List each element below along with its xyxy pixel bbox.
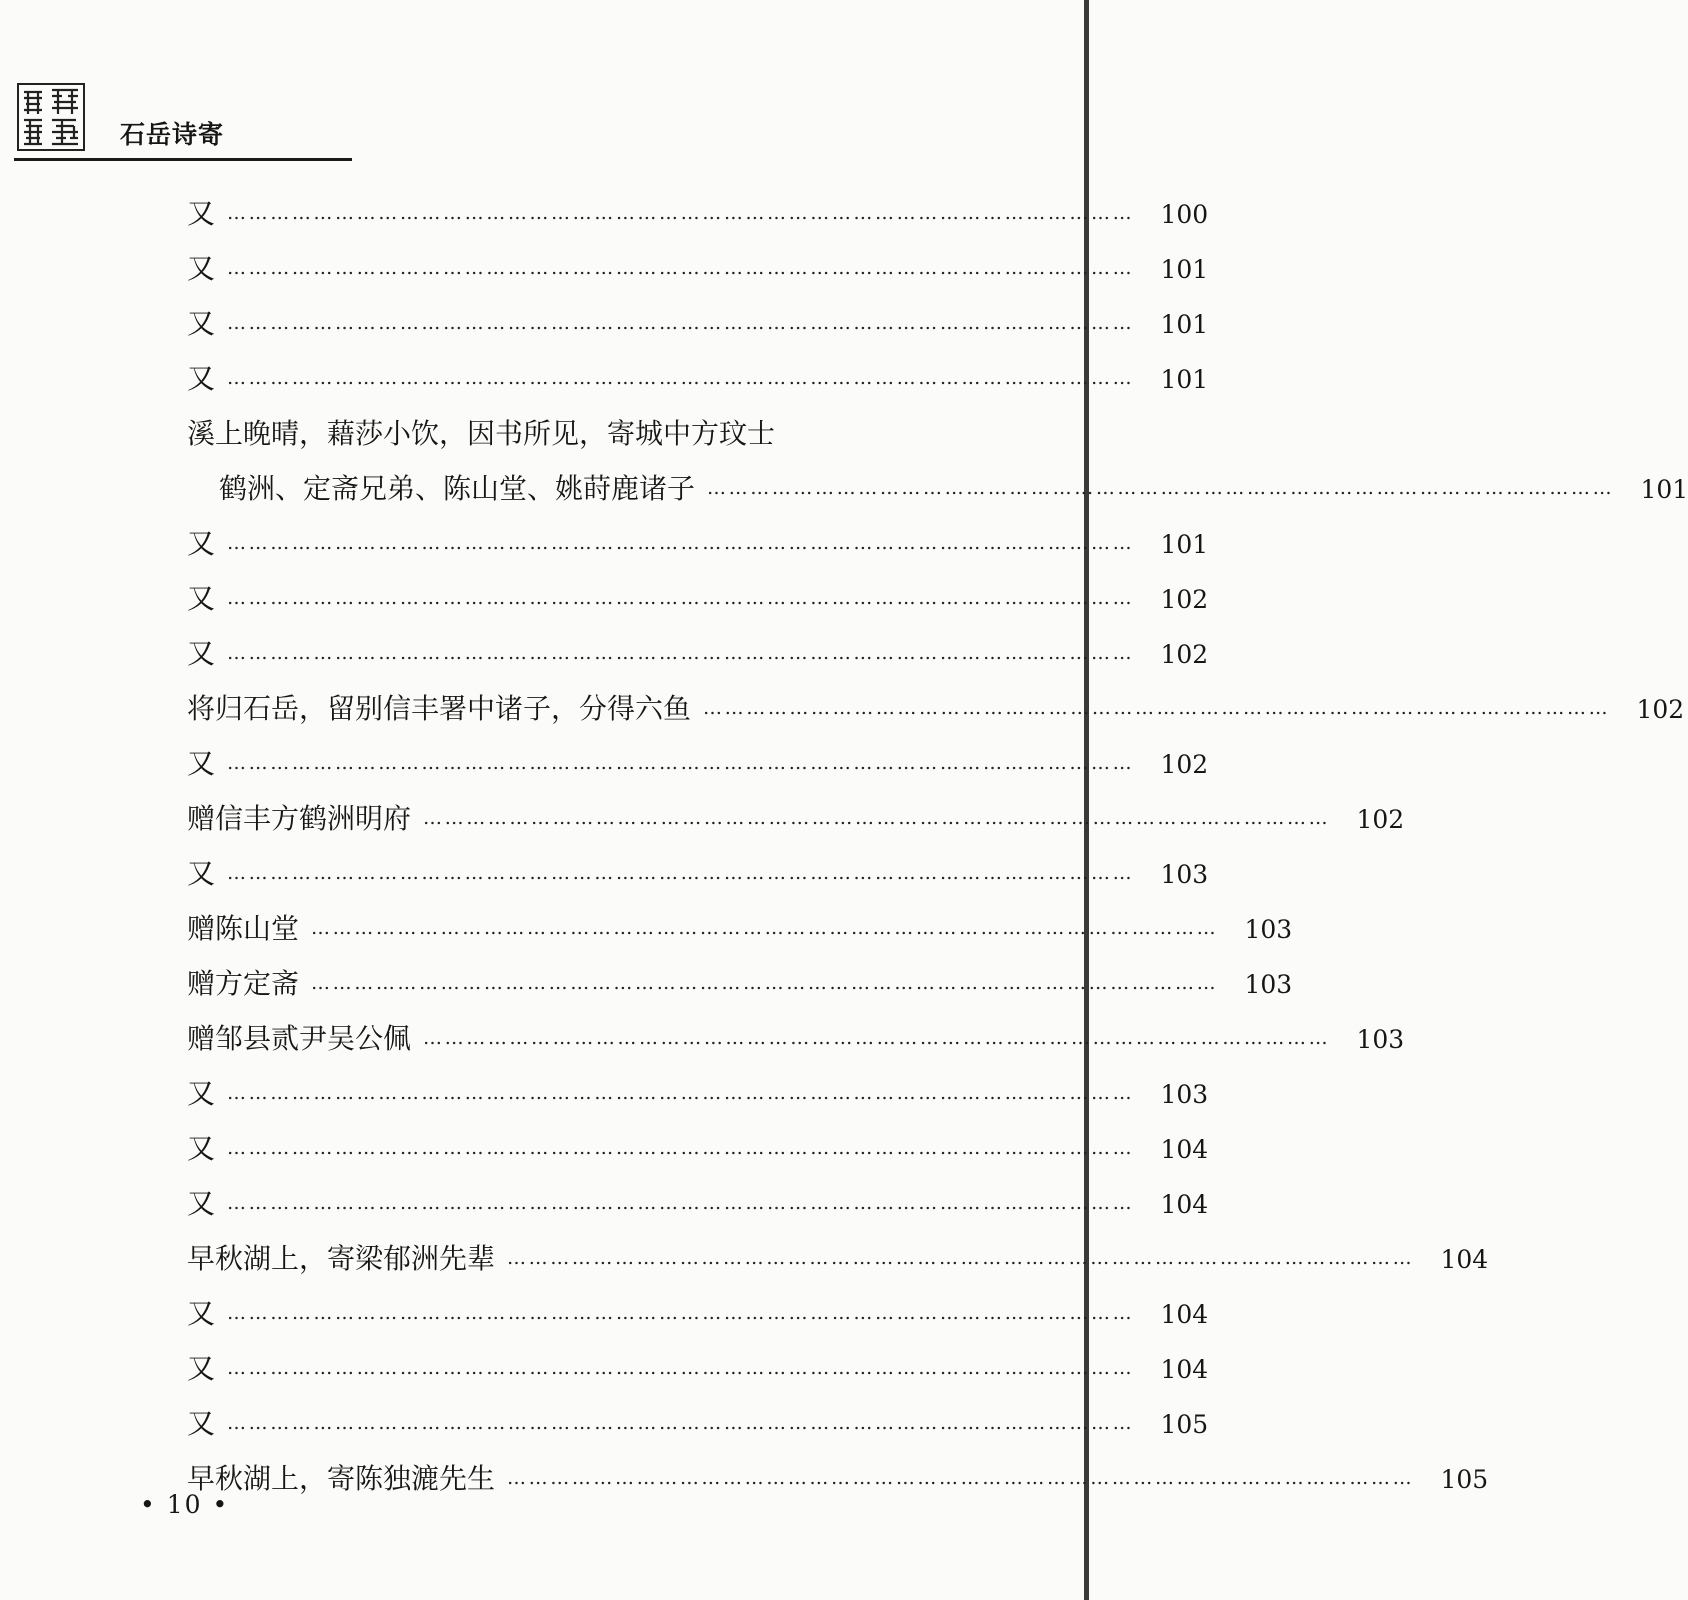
toc-dot-leader: ………………………………………………………………………………………………………………	[227, 587, 1135, 609]
toc-entry-title: 又	[187, 1297, 216, 1330]
toc-dot-leader: ………………………………………………………………………………………………………………	[227, 1137, 1135, 1159]
toc-page-number: 105	[1440, 1465, 1489, 1494]
toc-entry-title: 又	[187, 857, 216, 890]
toc-entry	[187, 1231, 1489, 1286]
toc-page-number: 104	[1160, 1355, 1209, 1384]
toc-dot-leader: ………………………………………………………………………………………………………………	[227, 532, 1135, 554]
toc-page-number: 104	[1160, 1190, 1209, 1219]
toc-dot-leader: ………………………………………………………………………………………………………………	[227, 367, 1135, 389]
toc-dot-leader: ………………………………………………………………………………………………………………	[227, 862, 1135, 884]
toc-dot-leader: ………………………………………………………………………………………………………………	[227, 202, 1135, 224]
toc-entry-title: 赠邹县贰尹吴公佩	[187, 1022, 412, 1055]
toc-dot-leader: ………………………………………………………………………………………………………………	[227, 752, 1135, 774]
toc-dot-leader: ………………………………………………………………………………………………………………	[227, 257, 1135, 279]
toc-page-number: 102	[1636, 695, 1685, 724]
toc-dot-leader: ………………………………………………………………………………………………………………	[423, 1027, 1331, 1049]
toc-entry	[187, 351, 1209, 406]
seal-stamp-icon	[16, 82, 86, 152]
toc-entry-title: 赠陈山堂	[187, 912, 300, 945]
toc-page-number: 104	[1160, 1300, 1209, 1329]
toc-entry	[187, 241, 1209, 296]
toc-entry-title: 又	[187, 252, 216, 285]
toc-page-number: 101	[1160, 365, 1209, 394]
toc-page-number: 103	[1244, 915, 1293, 944]
toc-entry-title: 又	[187, 1132, 216, 1165]
toc-entry	[187, 1011, 1405, 1066]
toc-page-number: 105	[1160, 1410, 1209, 1439]
toc-entry	[187, 681, 1685, 736]
toc-dot-leader: ………………………………………………………………………………………………………………	[703, 697, 1611, 719]
toc-entry-title: 又	[187, 1407, 216, 1440]
toc-entry	[187, 516, 1209, 571]
toc-page-number: 100	[1160, 200, 1209, 229]
toc-dot-leader: ………………………………………………………………………………………………………………	[311, 917, 1219, 939]
toc-dot-leader: ………………………………………………………………………………………………………………	[227, 312, 1135, 334]
toc-entry-title: 又	[187, 582, 216, 615]
toc-entry	[187, 1396, 1209, 1451]
toc-dot-leader: ………………………………………………………………………………………………………………	[507, 1247, 1415, 1269]
table-of-contents	[187, 186, 1688, 1506]
toc-entry	[187, 901, 1293, 956]
toc-page-number: 102	[1160, 640, 1209, 669]
toc-entry	[187, 956, 1293, 1011]
toc-entry-title: 早秋湖上，寄陈独漉先生	[187, 1462, 496, 1495]
toc-entry-title: 又	[187, 362, 216, 395]
toc-dot-leader: ………………………………………………………………………………………………………………	[227, 642, 1135, 664]
toc-entry	[187, 1341, 1209, 1396]
toc-entry-title: 又	[187, 307, 216, 340]
toc-entry-title: 又	[187, 1077, 216, 1110]
header-rule	[14, 158, 352, 161]
page-number-footer: • 10 •	[140, 1490, 230, 1519]
toc-entry	[187, 1176, 1209, 1231]
toc-entry-title: 溪上晚晴，藉莎小饮，因书所见，寄城中方玟士	[187, 417, 776, 450]
toc-entry-title: 早秋湖上，寄梁郁洲先辈	[187, 1242, 496, 1275]
toc-entry-title: 赠信丰方鹤洲明府	[187, 802, 412, 835]
toc-entry-title: 将归石岳，留别信丰署中诸子，分得六鱼	[187, 692, 692, 725]
toc-entry-title: 鹤洲、定斋兄弟、陈山堂、姚莳鹿诸子	[219, 472, 696, 505]
toc-entry	[187, 1121, 1209, 1176]
toc-entry	[187, 1451, 1489, 1506]
toc-entry-title: 又	[187, 1352, 216, 1385]
toc-entry	[187, 1286, 1209, 1341]
toc-dot-leader: ………………………………………………………………………………………………………………	[227, 1302, 1135, 1324]
toc-dot-leader: ………………………………………………………………………………………………………………	[227, 1082, 1135, 1104]
toc-entry-title: 赠方定斋	[187, 967, 300, 1000]
toc-entry-first-line	[187, 406, 955, 461]
toc-dot-leader: ………………………………………………………………………………………………………………	[423, 807, 1331, 829]
toc-page-number: 102	[1160, 750, 1209, 779]
toc-page-number: 102	[1356, 805, 1405, 834]
toc-entry-title: 又	[187, 197, 216, 230]
toc-dot-leader: ………………………………………………………………………………………………………………	[311, 972, 1219, 994]
running-header-title: 石岳诗寄	[120, 120, 225, 149]
toc-entry-title: 又	[187, 747, 216, 780]
toc-dot-leader: ………………………………………………………………………………………………………………	[227, 1192, 1135, 1214]
toc-page-number: 101	[1160, 310, 1209, 339]
toc-entry	[187, 296, 1209, 351]
toc-page-number: 101	[1160, 255, 1209, 284]
toc-page-number: 104	[1160, 1135, 1209, 1164]
toc-entry	[187, 846, 1209, 901]
toc-entry	[187, 571, 1209, 626]
toc-entry-title: 又	[187, 1187, 216, 1220]
toc-page-number: 103	[1244, 970, 1293, 999]
toc-dot-leader: ………………………………………………………………………………………………………………	[707, 477, 1615, 499]
toc-entry-title: 又	[187, 637, 216, 670]
toc-entry	[187, 626, 1209, 681]
toc-page-number: 102	[1160, 585, 1209, 614]
toc-dot-leader: ………………………………………………………………………………………………………………	[227, 1412, 1135, 1434]
toc-dot-leader: ………………………………………………………………………………………………………………	[227, 1357, 1135, 1379]
toc-page-number: 103	[1160, 860, 1209, 889]
toc-page-number: 103	[1160, 1080, 1209, 1109]
toc-entry-continuation	[187, 461, 1688, 516]
toc-page-number: 103	[1356, 1025, 1405, 1054]
toc-entry	[187, 791, 1405, 846]
toc-entry-title: 又	[187, 527, 216, 560]
toc-page-number: 101	[1640, 475, 1688, 504]
toc-entry	[187, 1066, 1209, 1121]
toc-entry	[187, 736, 1209, 791]
toc-entry	[187, 186, 1209, 241]
toc-page-number: 104	[1440, 1245, 1489, 1274]
toc-page-number: 101	[1160, 530, 1209, 559]
toc-dot-leader: ………………………………………………………………………………………………………………	[507, 1467, 1415, 1489]
